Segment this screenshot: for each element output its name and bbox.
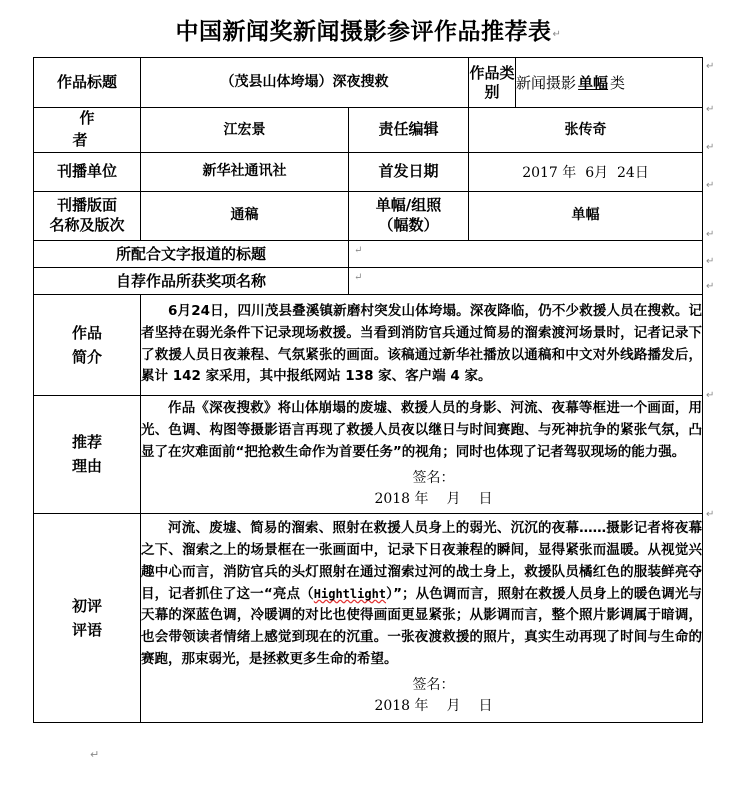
pilcrow-mark: ↵ [706, 390, 715, 401]
pilcrow-mark: ↵ [706, 61, 715, 72]
value-self-awards[interactable] [349, 267, 703, 294]
review-sig-year-unit: 年 [414, 698, 429, 714]
label-preliminary-review-line1: 初评 [71, 596, 102, 615]
page-title-text: 中国新闻奖新闻摄影参评作品推荐表 [175, 18, 552, 45]
label-preliminary-review [34, 513, 141, 722]
trailing-pilcrow-mark: ↵ [90, 748, 100, 761]
table-row-preliminary-review [34, 513, 703, 722]
page-title [0, 0, 737, 46]
value-work-title[interactable]: （茂县山体垮塌）深夜搜救 [141, 58, 469, 108]
label-single-or-group [349, 191, 469, 240]
preliminary-review-text-part2: ）”；从色调而言，照射在救援人员身上的暖色调光与天幕的深蓝色调，冷暖调的对比也使得画面更显紧张；从影调而言，整个照片影调属于暗调，也会带领读者情绪上感觉到现在的沉重。一张夜渡救援的照片，真实生动再现了时间与生命的赛跑，那束弱光，是拯救更多生命的希望。 [141, 585, 703, 668]
pilcrow-mark: ↵ [354, 271, 363, 283]
label-preliminary-review-line2: 评语 [71, 620, 102, 639]
value-edition-name[interactable]: 通稿 [141, 191, 349, 240]
recommendation-sig-month-unit: 月 [446, 490, 461, 507]
table-row-publisher [34, 152, 703, 191]
pilcrow-mark: ↵ [706, 281, 715, 292]
recommendation-sig-year-unit: 年 [414, 490, 429, 507]
label-recommendation-reason [34, 395, 141, 513]
label-work-category-text: 作品类别 [469, 63, 515, 101]
value-preliminary-review[interactable] [141, 513, 703, 722]
label-edition-name [34, 191, 141, 240]
date-year-unit: 年 [562, 164, 577, 181]
date-year: 2017 [522, 164, 558, 181]
review-signature-date[interactable] [141, 696, 702, 717]
pilcrow-mark: ↵ [706, 142, 715, 153]
label-work-title: 作品标题 [34, 58, 141, 108]
recommendation-signature-block [141, 468, 702, 510]
date-day: 24 [617, 164, 635, 181]
review-signature-label-text: 签名： [412, 677, 455, 693]
table-row-accompanying-headline [34, 240, 703, 267]
review-sig-day-unit: 日 [478, 698, 493, 714]
table-row-recommendation-reason [34, 395, 703, 513]
preliminary-review-text-part1: 河流、废墟、简易的溜索、照射在救援人员身上的弱光、沉沉的夜幕……摄影记者将夜幕之下、溜索之上的场景框在一张画面中，记录下日夜兼程的瞬间，显得紧张而温暖。从视觉兴趣中心而言，消防官兵的头灯照射在通过溜索过河的战士身上，救援队员橘红色的服装鲜亮夺目，记者抓住了这一“亮点（ [141, 519, 703, 602]
recommendation-sig-year: 2018 [374, 490, 411, 507]
recommendation-reason-text: 作品《深夜搜救》将山体崩塌的废墟、救援人员的身影、河流、夜幕等框进一个画面，用光、色调、构图等摄影语言再现了救援人员夜以继日与时间赛跑、与死神抗争的紧张气氛，凸显了在灾难面前“把抢救生命作为首要任务”的视角；同时也体现了记者驾驭现场的能力强。 [141, 400, 703, 460]
value-work-introduction[interactable] [141, 294, 703, 395]
recommendation-signature-label-text: 签名： [412, 469, 455, 486]
pilcrow-mark: ↵ [706, 104, 715, 115]
value-author[interactable]: 江宏景 [141, 108, 349, 153]
pilcrow-mark: ↵ [706, 180, 715, 191]
label-single-or-group-line2: （幅数） [378, 215, 439, 234]
label-edition-name-line2: 名称及版次 [49, 215, 125, 234]
review-signature-block [141, 675, 702, 717]
label-work-category [469, 58, 516, 108]
table-row-self-awards [34, 267, 703, 294]
review-sig-year: 2018 [374, 698, 411, 714]
work-introduction-text: 6月24日，四川茂县叠溪镇新磨村突发山体垮塌。深夜降临，仍不少救援人员在搜救。记者坚持在弱光条件下记录现场救援。当看到消防官兵通过简易的溜索渡河场景时，记者记录下了救援人员日夜兼程、气氛紧张的画面。该稿通过新华社播放以通稿和中文对外线路播发后，累计 142 家采用，其中报纸网站 138 家、客户端 4 家。 [141, 302, 703, 385]
value-recommendation-reason[interactable] [141, 395, 703, 513]
date-day-unit: 日 [634, 164, 649, 181]
pilcrow-mark: ↵ [706, 256, 715, 267]
value-first-release-date[interactable] [469, 152, 703, 191]
label-accompanying-headline: 所配合文字报道的标题 [34, 240, 349, 267]
pilcrow-mark: ↵ [552, 29, 562, 40]
label-work-introduction [34, 294, 141, 395]
label-single-or-group-line1: 单幅/组照 [375, 196, 442, 214]
review-sig-month-unit: 月 [446, 698, 461, 714]
label-edition-name-line1: 刊播版面 [56, 196, 117, 214]
label-publishing-unit: 刊播单位 [34, 152, 141, 191]
category-suffix: 类 [610, 74, 626, 92]
label-recommendation-reason-line2: 理由 [71, 457, 102, 475]
value-single-or-group[interactable]: 单幅 [469, 191, 703, 240]
label-work-introduction-line2: 简介 [71, 347, 102, 366]
review-signature-label[interactable] [141, 675, 702, 696]
recommendation-sig-day-unit: 日 [478, 490, 493, 507]
value-work-category[interactable] [516, 58, 703, 108]
table-row-author [34, 108, 703, 153]
label-work-introduction-line1: 作品 [71, 323, 102, 342]
category-prefix: 新闻摄影 [516, 74, 577, 92]
outside-paragraph-marks [706, 57, 732, 520]
recommendation-form-table-wrapper [33, 57, 702, 723]
category-underlined-value: 单幅 [578, 74, 609, 92]
value-publishing-unit[interactable]: 新华社通讯社 [141, 152, 349, 191]
date-month-unit: 月 [594, 164, 609, 181]
preliminary-review-text [141, 518, 702, 671]
recommendation-form-table [33, 57, 703, 723]
value-accompanying-headline[interactable] [349, 240, 703, 267]
label-recommendation-reason-line1: 推荐 [71, 433, 102, 451]
pilcrow-mark: ↵ [706, 229, 715, 240]
value-responsible-editor[interactable]: 张传奇 [469, 108, 703, 153]
label-first-release-date: 首发日期 [349, 152, 469, 191]
table-row-work-introduction [34, 294, 703, 395]
label-author: 作 者 [34, 108, 141, 153]
recommendation-signature-label[interactable] [141, 468, 702, 489]
table-row-title [34, 58, 703, 108]
pilcrow-mark: ↵ [706, 509, 715, 520]
label-responsible-editor: 责任编辑 [349, 108, 469, 153]
pilcrow-mark: ↵ [354, 244, 363, 256]
recommendation-signature-date[interactable] [141, 489, 702, 510]
label-self-awards: 自荐作品所获奖项名称 [34, 267, 349, 294]
date-month: 6 [585, 164, 595, 181]
table-row-edition [34, 191, 703, 240]
misspelled-word-hightlight: Hightlight [313, 586, 387, 601]
